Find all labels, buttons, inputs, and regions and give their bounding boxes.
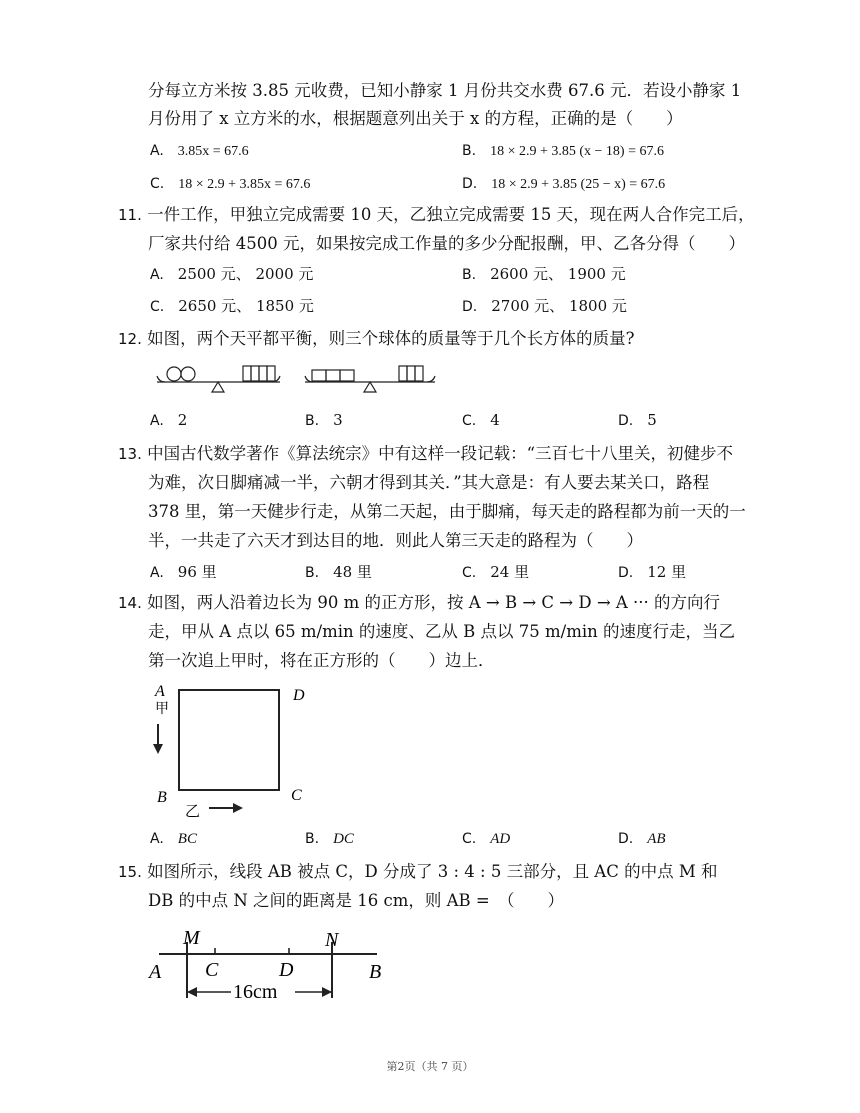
q13-line4: 半，一共走了六天才到达目的地．则此人第三天走的路程为（ ） xyxy=(148,531,643,550)
q10-option-c[interactable]: C. 18 × 2.9 + 3.85x = 67.6 xyxy=(150,176,311,192)
page-footer: 第2页（共 7 页） xyxy=(386,1060,474,1073)
q13-line1: 13. 中国古代数学著作《算法统宗》中有这样一段记载：“三百七十八里关，初健步不 xyxy=(118,444,734,463)
q13-option-a[interactable]: A. 96 里 xyxy=(150,563,217,581)
q13-option-c[interactable]: C. 24 里 xyxy=(462,563,530,581)
square-label-b: B xyxy=(157,789,167,806)
q11-line1: 11. 一件工作，甲独立完成需要 10 天，乙独立完成需要 15 天，现在两人合作完工后， xyxy=(118,205,755,224)
q13-line3: 378 里，第一天健步行走，从第二天起，由于脚痛，每天走的路程都为前一天的一 xyxy=(148,502,746,521)
square-label-d: D xyxy=(293,687,305,704)
segment-label-c: C xyxy=(205,959,219,981)
q10-option-a[interactable]: A. 3.85x = 67.6 xyxy=(150,143,249,159)
q13-option-d[interactable]: D. 12 里 xyxy=(618,563,687,581)
q14-line2: 走，甲从 A 点以 65 m/min 的速度、乙从 B 点以 75 m/min 的速度行走，当乙 xyxy=(148,622,735,641)
square-label-a: A xyxy=(155,683,165,700)
q15-line1: 15. 如图所示，线段 AB 被点 C，D 分成了 3 : 4 : 5 三部分，且 AC 的中点 M 和 xyxy=(118,862,718,881)
q14-option-c[interactable]: C. AD xyxy=(462,831,511,847)
segment-label-m: M xyxy=(183,927,200,949)
segment-label-b: B xyxy=(369,961,382,983)
square-figure xyxy=(145,680,315,820)
q12-option-d[interactable]: D. 5 xyxy=(618,411,657,429)
square-label-jia: 甲 xyxy=(155,702,169,717)
q14-option-d[interactable]: D. AB xyxy=(618,831,666,847)
q15-line2: DB 的中点 N 之间的距离是 16 cm，则 AB = （ ） xyxy=(148,891,565,910)
q11-option-b[interactable]: B. 2600 元、 1900 元 xyxy=(462,265,626,283)
q11-option-a[interactable]: A. 2500 元、 2000 元 xyxy=(150,265,314,283)
segment-label-d: D xyxy=(279,959,294,981)
q10-option-b[interactable]: B. 18 × 2.9 + 3.85 (x − 18) = 67.6 xyxy=(462,143,664,159)
q10-line2: 月份用了 x 立方米的水，根据题意列出关于 x 的方程，正确的是（ ） xyxy=(148,109,683,128)
segment-label-a: A xyxy=(149,961,162,983)
q11-option-c[interactable]: C. 2650 元、 1850 元 xyxy=(150,297,314,315)
segment-figure xyxy=(145,920,395,1010)
square-label-yi: 乙 xyxy=(185,804,201,820)
q11-option-d[interactable]: D. 2700 元、 1800 元 xyxy=(462,297,627,315)
q11-line2: 厂家共付给 4500 元，如果按完成工作量的多少分配报酬，甲、乙各分得（ ） xyxy=(148,234,745,253)
q14-line1: 14. 如图，两人沿着边长为 90 m 的正方形，按 A → B → C → D → A ··· 的方向行 xyxy=(118,593,721,612)
segment-distance-label: 16cm xyxy=(233,981,278,1003)
q12-option-b[interactable]: B. 3 xyxy=(305,411,343,429)
q10-line1: 分每立方米按 3.85 元收费，已知小静家 1 月份共交水费 67.6 元．若设小静家 1 xyxy=(148,81,742,100)
q12-line1: 12. 如图，两个天平都平衡，则三个球体的质量等于几个长方体的质量? xyxy=(118,329,635,348)
segment-label-n: N xyxy=(325,929,339,951)
q12-option-c[interactable]: C. 4 xyxy=(462,411,500,429)
square-label-c: C xyxy=(291,787,302,804)
q13-option-b[interactable]: B. 48 里 xyxy=(305,563,372,581)
q12-option-a[interactable]: A. 2 xyxy=(150,411,188,429)
q14-line3: 第一次追上甲时，将在正方形的（ ）边上． xyxy=(148,651,495,670)
q14-option-b[interactable]: B. DC xyxy=(305,831,354,847)
q10-option-d[interactable]: D. 18 × 2.9 + 3.85 (25 − x) = 67.6 xyxy=(462,176,666,192)
balance-figure xyxy=(155,358,440,398)
q14-option-a[interactable]: A. BC xyxy=(150,831,197,847)
q13-line2: 为难，次日脚痛减一半，六朝才得到其关．”其大意是：有人要去某关口，路程 xyxy=(148,473,710,492)
